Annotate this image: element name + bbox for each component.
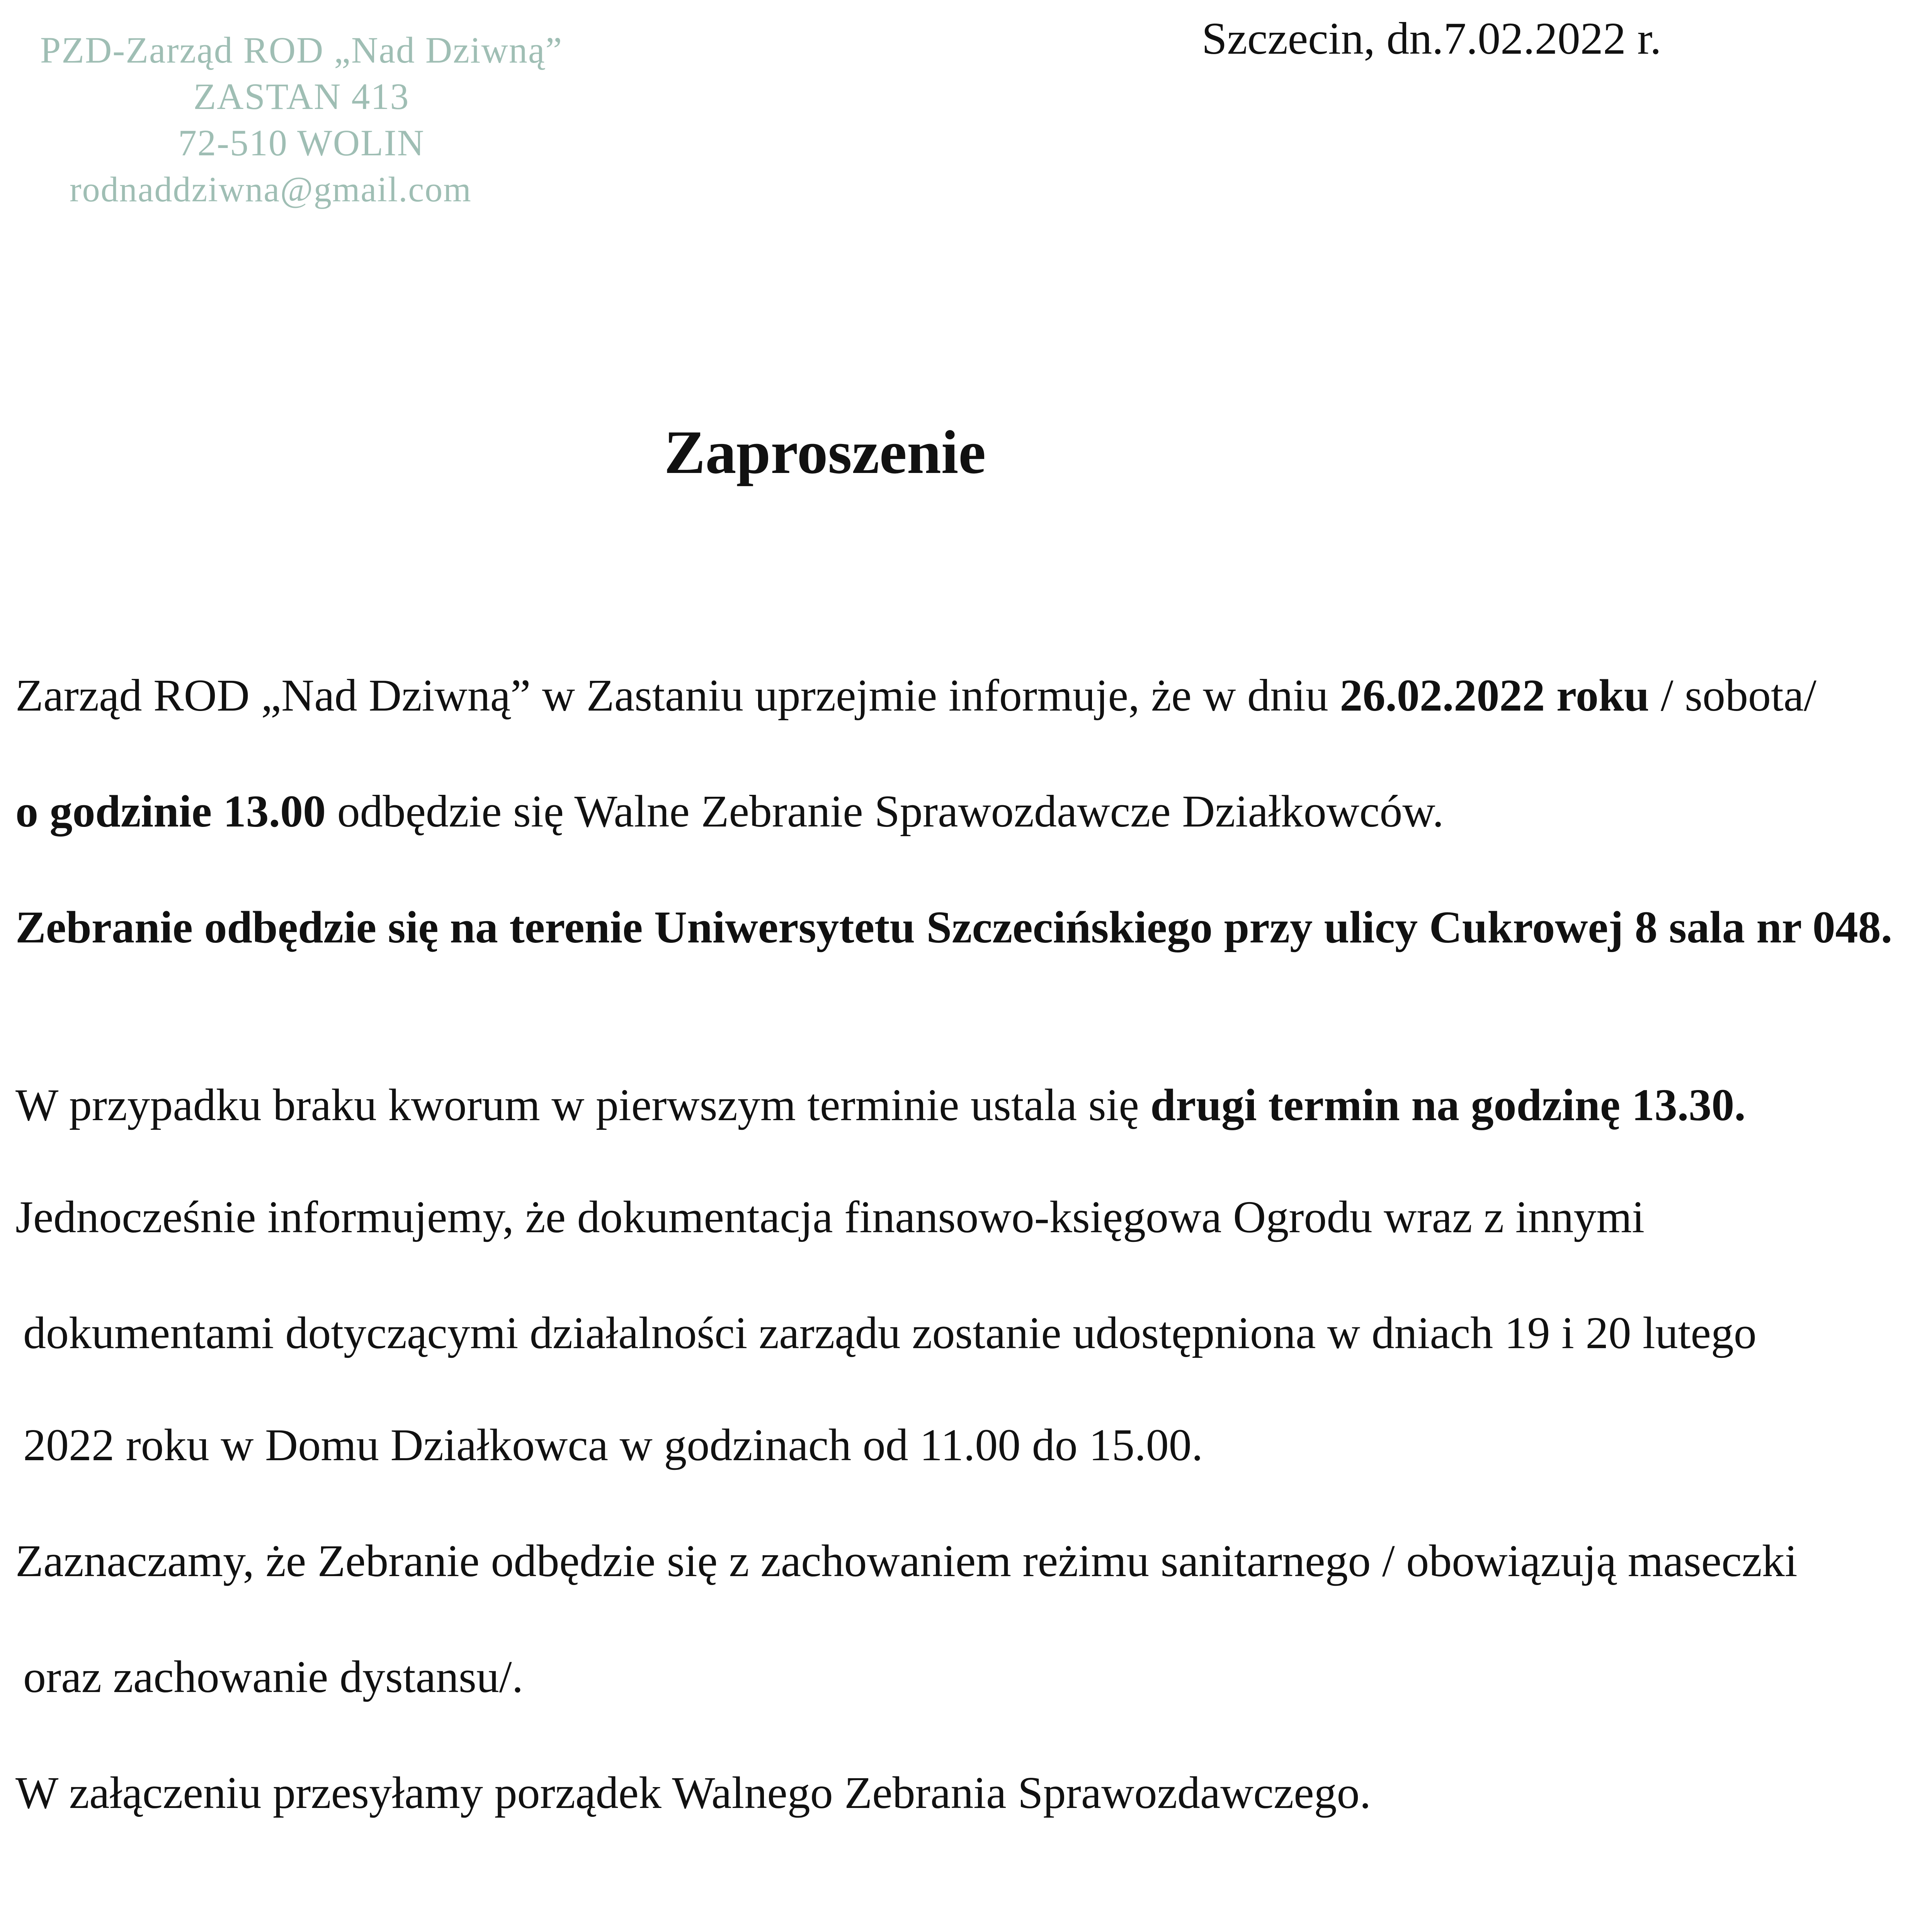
meeting-date: 26.02.2022 roku <box>1340 670 1650 721</box>
document-date: Szczecin, dn.7.02.2022 r. <box>1202 13 1662 64</box>
organization-stamp <box>23 27 580 213</box>
paragraph-attachment: W załączeniu przesyłamy porządek Walnego Zebrania Sprawozdawczego. <box>15 1767 1371 1818</box>
paragraph-documents-line-2: dokumentami dotyczącymi działalności zarządu zostanie udostępniona w dniach 19 i 20 lutego <box>23 1308 1757 1358</box>
stamp-line-3: 72-510 WOLIN <box>178 122 425 163</box>
stamp-line-2: ZASTAN 413 <box>193 76 410 117</box>
paragraph-1-text-c: / sobota/ <box>1649 670 1816 721</box>
paragraph-1 <box>15 665 1816 726</box>
paragraph-sanitary-line-2: oraz zachowanie dystansu/. <box>23 1651 524 1702</box>
paragraph-1-text-a: Zarząd ROD „Nad Dziwną” w Zastaniu uprzejmie informuje, że w dniu <box>15 670 1340 721</box>
stamp-email: rodnaddziwna@gmail.com <box>70 170 472 209</box>
second-term: drugi termin na godzinę 13.30. <box>1150 1080 1746 1130</box>
paragraph-quorum-text: W przypadku braku kworum w pierwszym terminie ustala się <box>15 1080 1151 1130</box>
paragraph-2-text: odbędzie się Walne Zebranie Sprawozdawcze Działkowców. <box>326 786 1444 837</box>
paragraph-sanitary-line-1: Zaznaczamy, że Zebranie odbędzie się z zachowaniem reżimu sanitarnego / obowiązują maseczki <box>15 1536 1798 1586</box>
stamp-line-1: PZD-Zarząd ROD „Nad Dziwną” <box>40 29 563 71</box>
paragraph-2 <box>15 781 1444 842</box>
paragraph-location: Zebranie odbędzie się na terenie Uniwersytetu Szczecińskiego przy ulicy Cukrowej 8 sala nr 048. <box>15 902 1893 952</box>
paragraph-documents-line-1: Jednocześnie informujemy, że dokumentacja finansowo-księgowa Ogrodu wraz z innymi <box>15 1192 1645 1242</box>
document-title: Zaproszenie <box>664 418 986 486</box>
meeting-time: o godzinie 13.00 <box>15 786 326 837</box>
paragraph-quorum <box>15 1074 1746 1136</box>
paragraph-documents-line-3: 2022 roku w Domu Działkowca w godzinach od 11.00 do 15.00. <box>23 1420 1203 1470</box>
